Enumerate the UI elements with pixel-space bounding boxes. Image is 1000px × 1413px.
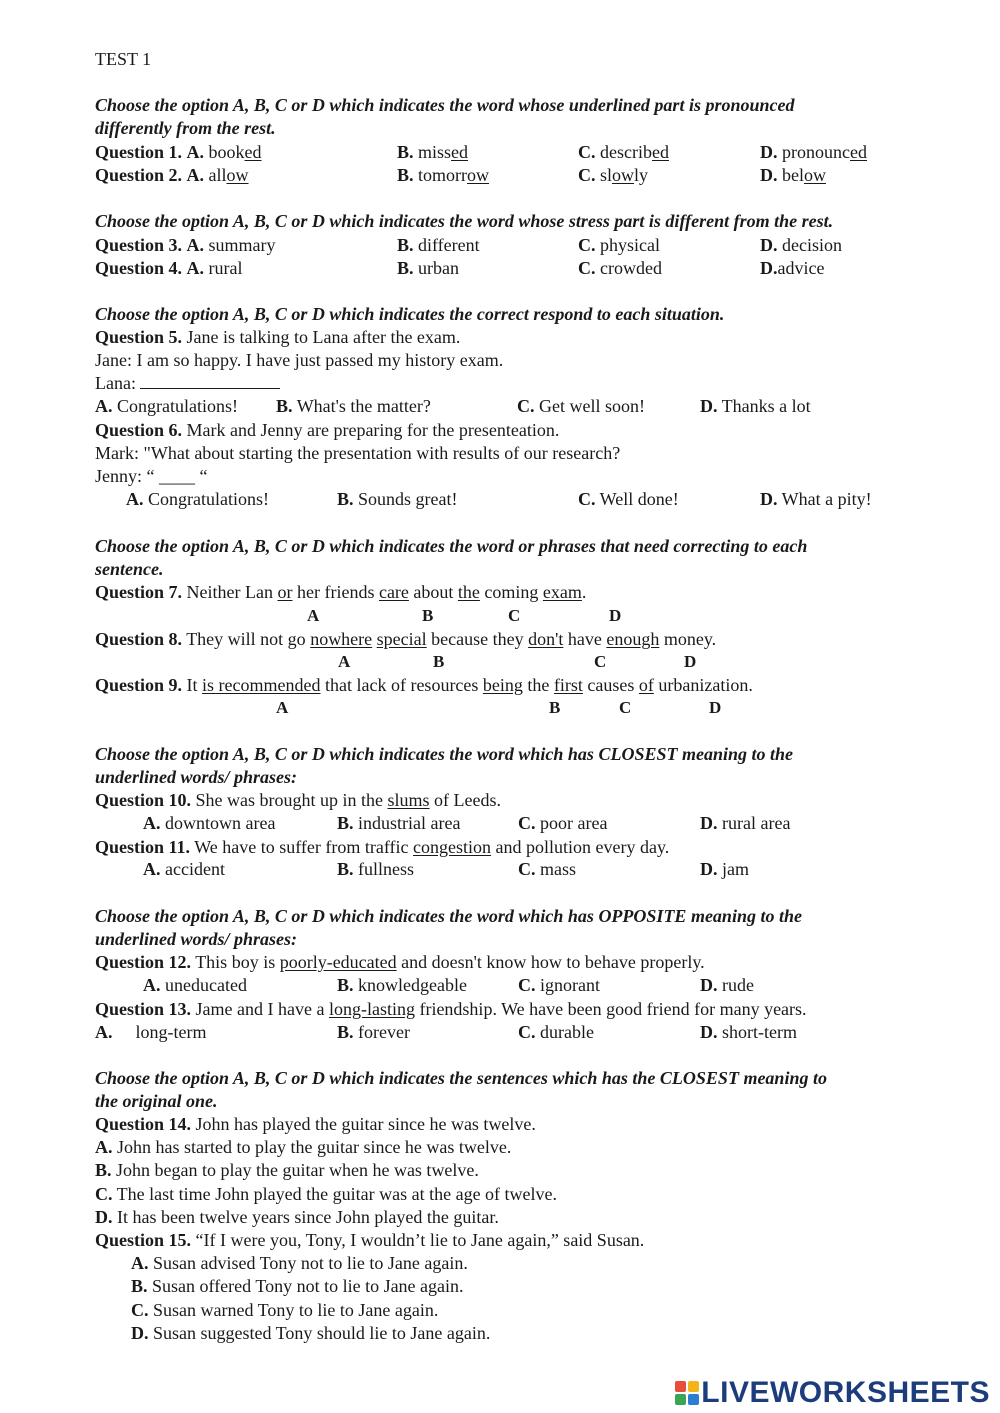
question-11: Question 11. We have to suffer from traffic congestion and pollution every day. [95, 837, 670, 857]
question-14: Question 14. John has played the guitar since he was twelve. [95, 1114, 536, 1134]
option-d: D.advice [760, 258, 825, 278]
question-10: Question 10. She was brought up in the slums of Leeds. [95, 790, 501, 810]
option-b: B. Sounds great! [337, 489, 458, 509]
section-5-instruction: Choose the option A, B, C or D which indicates the word which has CLOSEST meaning to the underlined words/ phrases: [95, 744, 793, 787]
letter-a: A [276, 698, 289, 717]
option-d: D. short-term [700, 1022, 797, 1042]
question-5: Question 5. Jane is talking to Lana after the exam. [95, 327, 461, 347]
letter-a: A [338, 652, 351, 671]
letter-b: B [549, 698, 561, 717]
question-1: Question 1. A. booked B. missed C. described D. pronounced [95, 142, 867, 162]
question-13: Question 13. Jame and I have a long-lasting friendship. We have been good friend for many years. [95, 999, 807, 1019]
section-2-instruction: Choose the option A, B, C or D which indicates the word whose stress part is different from the rest. [95, 211, 834, 231]
liveworksheets-logo [675, 1376, 990, 1410]
letter-d: D [609, 606, 622, 625]
option-d: D. below [760, 165, 826, 185]
letter-c: C [594, 652, 607, 671]
section-4-instruction: Choose the option A, B, C or D which indicates the word or phrases that need correcting to each sentence. [95, 536, 808, 579]
letter-a: A [307, 606, 320, 625]
option-c: C. physical [578, 235, 660, 255]
option-d: D. What a pity! [760, 489, 872, 509]
question-6-line-3: Jenny: “ ____ “ [95, 466, 208, 486]
option-d: D. rural area [700, 813, 791, 833]
letter-b: B [422, 606, 434, 625]
option-a: A. downtown area [143, 813, 276, 833]
option-a: A. Congratulations! [95, 396, 238, 416]
option-d: D. decision [760, 235, 842, 255]
section-7-instruction: Choose the option A, B, C or D which indicates the sentences which has the CLOSEST meaning to the original one. [95, 1068, 827, 1111]
option-d: D. jam [700, 859, 749, 879]
question-15-option-d: D. Susan suggested Tony should lie to Jane again. [131, 1323, 491, 1343]
option-b: B. knowledgeable [337, 975, 467, 995]
option-b: B. What's the matter? [276, 396, 431, 416]
question-14-option-a: A. John has started to play the guitar since he was twelve. [95, 1137, 512, 1157]
section-3-instruction: Choose the option A, B, C or D which indicates the correct respond to each situation. [95, 304, 725, 324]
option-c: C. ignorant [518, 975, 600, 995]
option-a: A. accident [143, 859, 225, 879]
question-15: Question 15. “If I were you, Tony, I wouldn’t lie to Jane again,” said Susan. [95, 1230, 645, 1250]
option-a: A. long-term [95, 1022, 207, 1042]
option-c: C. Get well soon! [517, 396, 645, 416]
option-c: C. poor area [518, 813, 608, 833]
option-b: B. urban [397, 258, 459, 278]
letter-d: D [684, 652, 697, 671]
option-d: D. Thanks a lot [700, 396, 811, 416]
question-5-line-2: Jane: I am so happy. I have just passed my history exam. [95, 350, 504, 370]
question-14-option-b: B. John began to play the guitar when he was twelve. [95, 1160, 479, 1180]
question-3: Question 3. A. summary B. different C. physical D. decision [95, 235, 842, 255]
option-b: B. missed [397, 142, 469, 162]
option-b: B. forever [337, 1022, 410, 1042]
question-4: Question 4. A. rural B. urban C. crowded D.advice [95, 258, 825, 278]
liveworksheets-logo-icon [675, 1381, 699, 1405]
option-b: B. industrial area [337, 813, 461, 833]
option-b: B. different [397, 235, 480, 255]
liveworksheets-logo-text: LIVEWORKSHEETS [701, 1376, 990, 1409]
question-15-option-b: B. Susan offered Tony not to lie to Jane again. [131, 1276, 464, 1296]
option-a: A. Congratulations! [126, 489, 269, 509]
letter-c: C [619, 698, 632, 717]
question-14-option-c: C. The last time John played the guitar was at the age of twelve. [95, 1184, 558, 1204]
option-c: C. Well done! [578, 489, 679, 509]
option-c: C. durable [518, 1022, 594, 1042]
question-2: Question 2. A. allow B. tomorrow C. slowly D. below [95, 165, 826, 185]
question-15-option-c: C. Susan warned Tony to lie to Jane again. [131, 1300, 439, 1320]
option-b: B. fullness [337, 859, 415, 879]
question-12: Question 12. This boy is poorly-educated and doesn't know how to behave properly. [95, 952, 705, 972]
section-6-instruction: Choose the option A, B, C or D which indicates the word which has OPPOSITE meaning to the underlined words/ phrases: [95, 906, 802, 949]
question-9: Question 9. It is recommended that lack of resources being the first causes of urbanization. [95, 675, 753, 695]
letter-c: C [508, 606, 521, 625]
question-5-line-3: Lana: [95, 372, 280, 394]
question-8: Question 8. They will not go nowhere special because they don't have enough money. [95, 629, 717, 649]
option-d: D. rude [700, 975, 754, 995]
option-c: C. mass [518, 859, 576, 879]
section-1-instruction: Choose the option A, B, C or D which indicates the word whose underlined part is pronounced differently from the rest. [95, 95, 795, 138]
option-b: B. tomorrow [397, 165, 490, 185]
question-7: Question 7. Neither Lan or her friends care about the coming exam. [95, 582, 587, 602]
option-d: D. pronounced [760, 142, 867, 162]
question-14-option-d: D. It has been twelve years since John played the guitar. [95, 1207, 499, 1227]
question-15-option-a: A. Susan advised Tony not to lie to Jane again. [131, 1253, 468, 1273]
answer-blank[interactable] [140, 372, 280, 389]
option-c: C. slowly [578, 165, 649, 185]
option-a: A. uneducated [143, 975, 247, 995]
letter-b: B [433, 652, 445, 671]
test-title: TEST 1 [95, 49, 152, 69]
question-6-line-2: Mark: "What about starting the presentation with results of our research? [95, 443, 621, 463]
option-c: C. described [578, 142, 669, 162]
letter-d: D [709, 698, 722, 717]
option-c: C. crowded [578, 258, 662, 278]
question-6: Question 6. Mark and Jenny are preparing for the presenteation. [95, 420, 560, 440]
